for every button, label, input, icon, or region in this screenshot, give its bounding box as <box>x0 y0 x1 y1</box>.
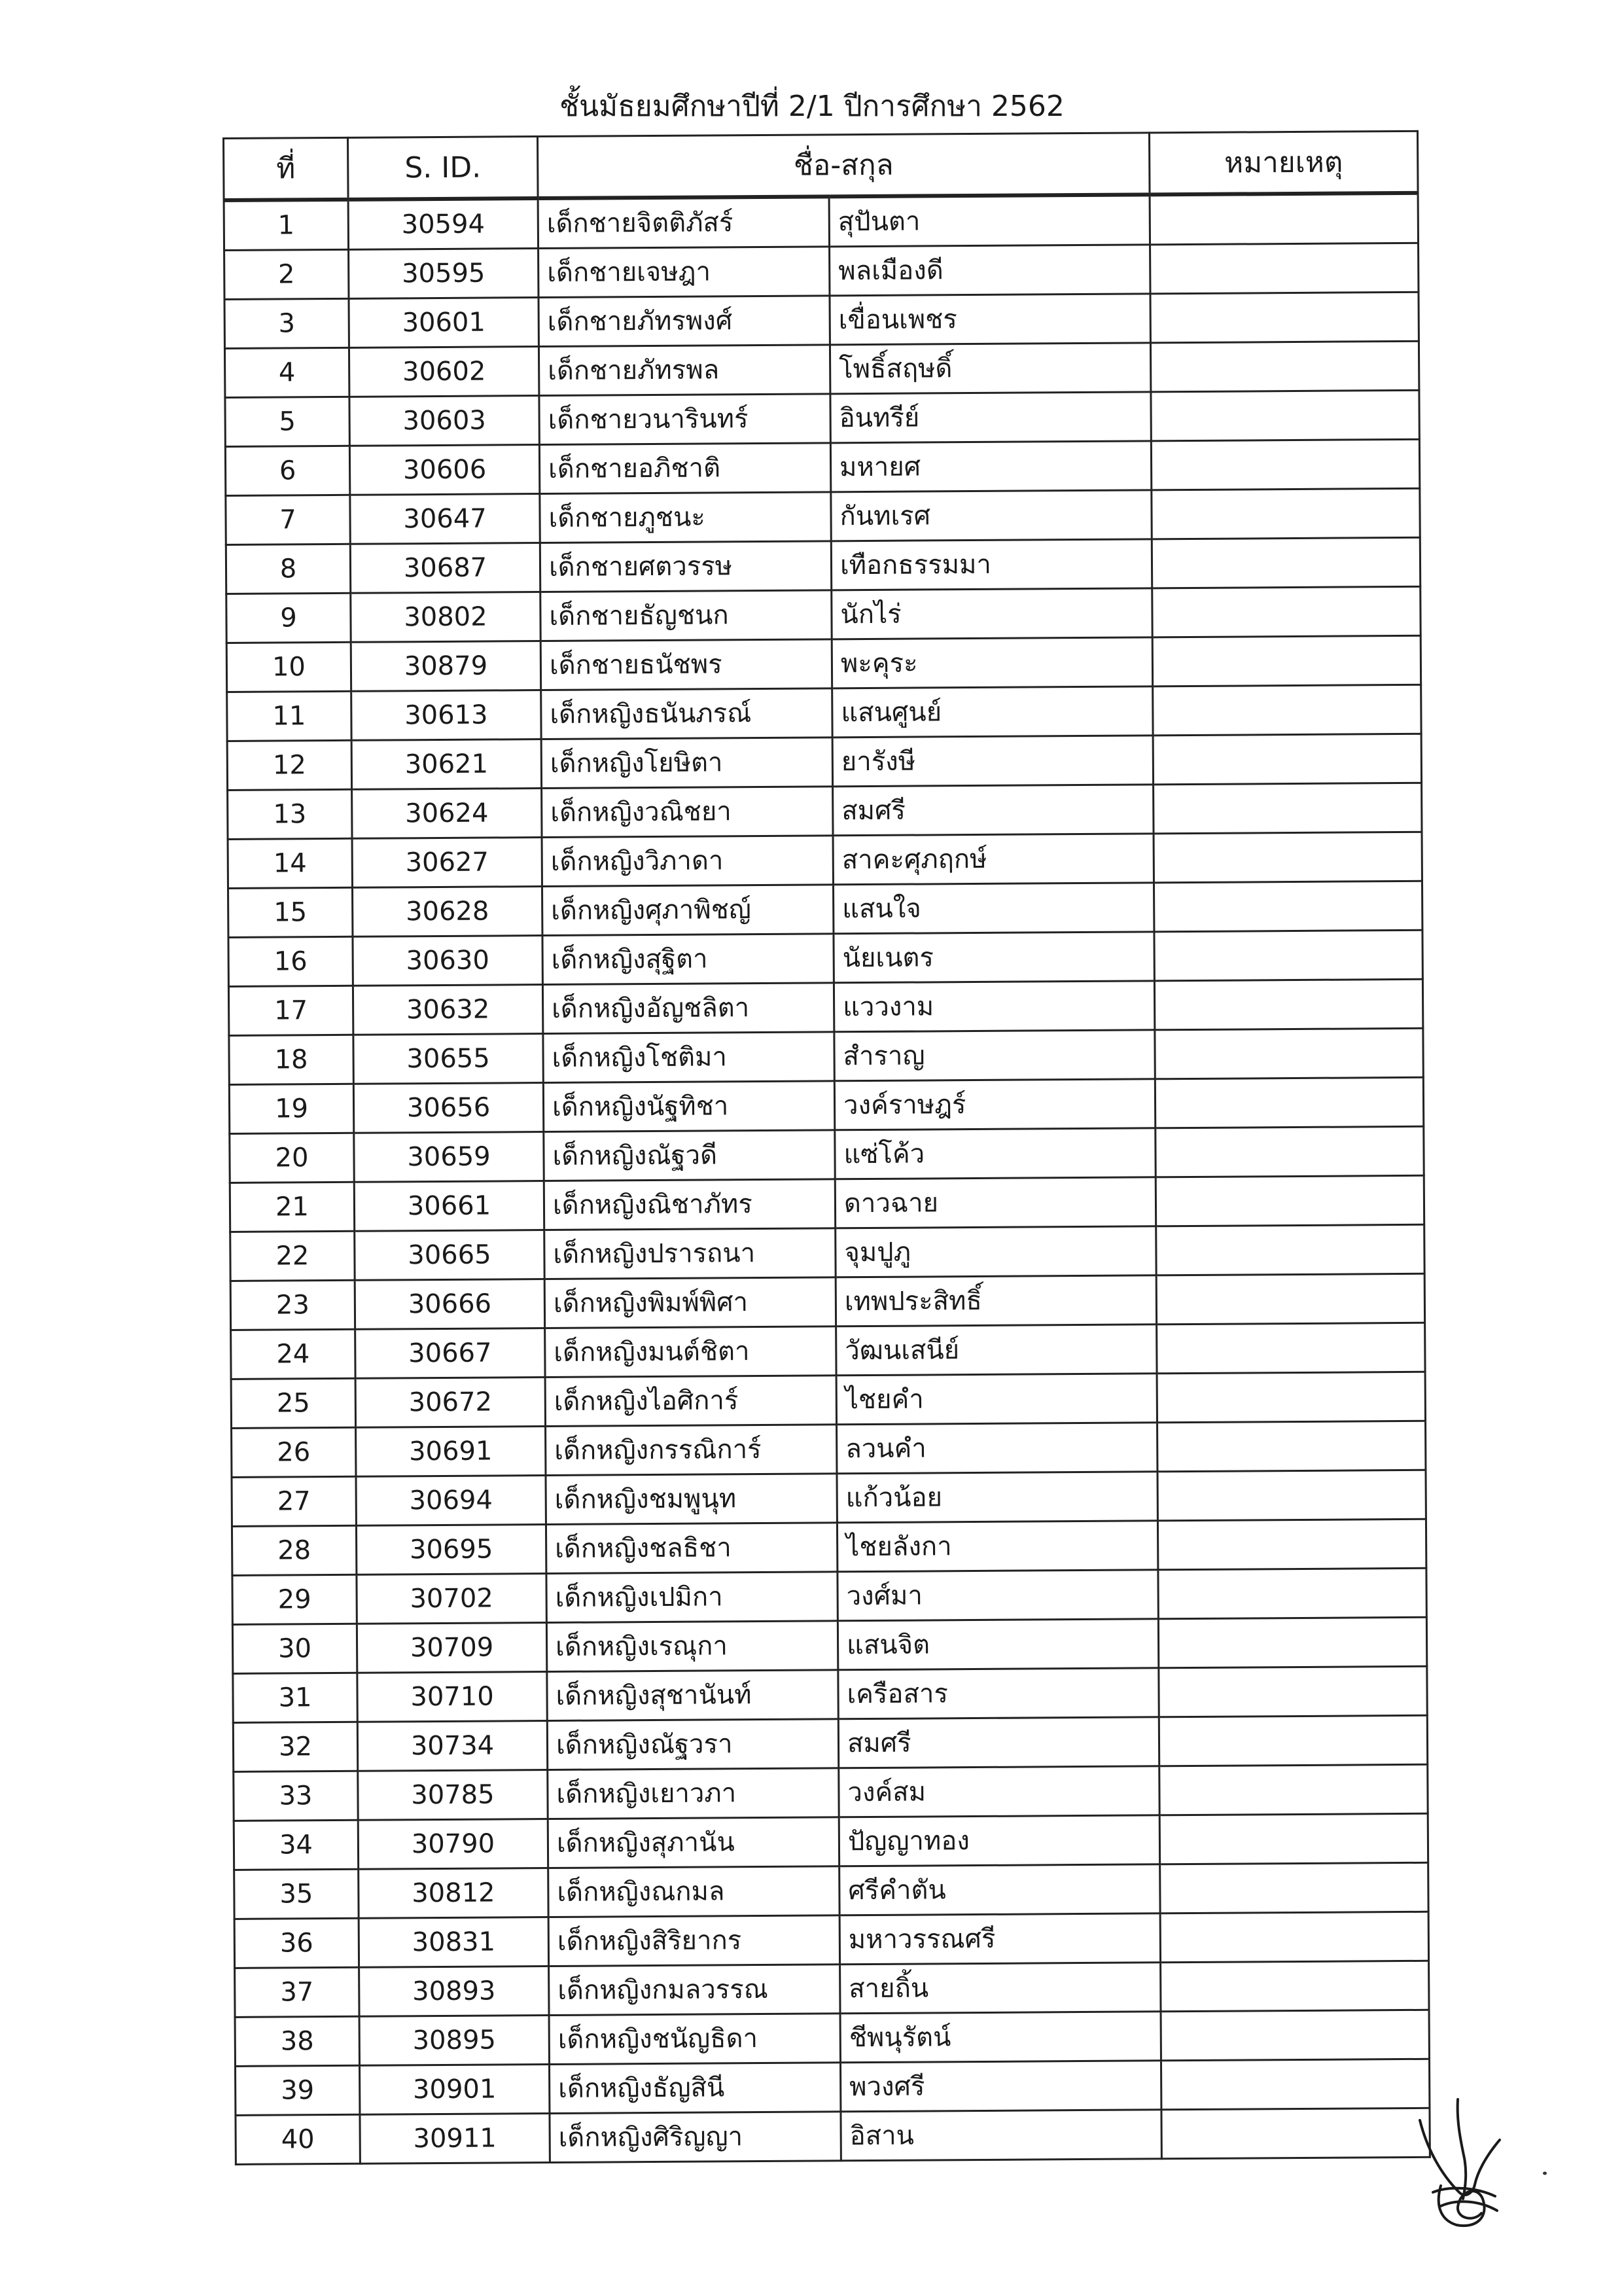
cell-no: 40 <box>236 2114 360 2164</box>
cell-remark <box>1154 832 1422 883</box>
cell-last-name: แก้วน้อย <box>837 1472 1157 1523</box>
cell-first-name: เด็กหญิงธนันภรณ์ <box>541 688 832 739</box>
table-row <box>230 1273 1424 1330</box>
cell-student-id: 30666 <box>355 1279 544 1330</box>
cell-no: 13 <box>228 789 352 839</box>
cell-last-name: สมศรี <box>833 785 1154 836</box>
cell-first-name: เด็กหญิงวิภาดา <box>542 836 833 887</box>
cell-last-name: แสนใจ <box>833 883 1154 934</box>
cell-first-name: เด็กหญิงศิริญญา <box>550 2112 841 2163</box>
cell-first-name: เด็กหญิงพิมพ์พิศา <box>544 1277 836 1328</box>
cell-first-name: เด็กหญิงสุภานัน <box>548 1817 839 1868</box>
cell-first-name: เด็กชายวนารินทร์ <box>539 394 830 445</box>
handwritten-signature <box>1413 2094 1511 2232</box>
cell-last-name: เขื่อนเพชร <box>830 294 1150 345</box>
cell-first-name: เด็กหญิงกมลวรรณ <box>549 1965 840 2016</box>
table-row <box>233 1666 1427 1722</box>
cell-student-id: 30710 <box>357 1672 547 1722</box>
table-row <box>231 1323 1425 1379</box>
table-body <box>224 193 1430 2165</box>
cell-last-name: อินทรีย์ <box>830 392 1151 443</box>
cell-remark <box>1154 979 1422 1030</box>
cell-last-name: พลเมืองดี <box>830 245 1150 296</box>
table-row <box>236 2059 1430 2115</box>
table-row <box>232 1470 1426 1526</box>
table-row <box>230 1175 1424 1232</box>
table-row <box>228 979 1422 1035</box>
cell-remark <box>1152 586 1421 637</box>
table-row <box>234 1813 1428 1870</box>
cell-last-name: นักไร่ <box>832 588 1152 639</box>
cell-first-name: เด็กชายภัทรพงศ์ <box>538 296 830 347</box>
cell-first-name: เด็กหญิงเยาวภา <box>548 1768 839 1819</box>
table-row <box>224 292 1419 348</box>
cell-no: 11 <box>227 691 351 741</box>
cell-student-id: 30632 <box>353 985 542 1035</box>
cell-last-name: พวงศรี <box>840 2061 1161 2112</box>
cell-last-name: ไชยลังกา <box>837 1521 1157 1572</box>
table-row <box>232 1568 1426 1624</box>
cell-first-name: เด็กชายธนัชพร <box>540 639 832 690</box>
cell-student-id: 30603 <box>349 396 539 446</box>
table-row <box>232 1617 1426 1673</box>
cell-student-id: 30734 <box>357 1721 547 1771</box>
cell-no: 8 <box>226 544 350 594</box>
table-row <box>233 1715 1427 1771</box>
cell-last-name: ปัญญาทอง <box>839 1815 1159 1866</box>
cell-remark <box>1157 1421 1426 1472</box>
cell-last-name: วงศ์มา <box>838 1570 1158 1621</box>
cell-first-name: เด็กหญิงสิริยากร <box>548 1915 839 1966</box>
cell-student-id: 30893 <box>359 1966 549 2017</box>
cell-last-name: แสนศูนย์ <box>832 686 1153 738</box>
cell-remark <box>1157 1519 1426 1570</box>
cell-no: 30 <box>232 1624 357 1673</box>
cell-no: 6 <box>225 446 349 495</box>
cell-student-id: 30691 <box>356 1427 546 1477</box>
cell-student-id: 30901 <box>360 2065 550 2115</box>
cell-remark <box>1161 2059 1429 2110</box>
cell-student-id: 30594 <box>348 198 538 249</box>
cell-remark <box>1153 685 1421 736</box>
cell-student-id: 30602 <box>349 347 538 397</box>
cell-last-name: วงค์สม <box>839 1766 1159 1817</box>
cell-student-id: 30812 <box>359 1868 548 1919</box>
cell-first-name: เด็กหญิงชลธิชา <box>546 1523 837 1574</box>
cell-last-name: สาคะศุภฤกษ์ <box>833 834 1154 885</box>
cell-last-name: แสนจิต <box>838 1619 1158 1670</box>
header-full-name: ชื่อ-สกุล <box>538 133 1150 198</box>
table-row <box>231 1372 1425 1428</box>
cell-first-name: เด็กหญิงเรณุกา <box>546 1621 838 1672</box>
cell-remark <box>1156 1126 1424 1177</box>
cell-student-id: 30606 <box>349 445 539 495</box>
cell-first-name: เด็กหญิงณิชาภัทร <box>544 1179 835 1230</box>
cell-remark <box>1156 1273 1424 1325</box>
cell-first-name: เด็กชายจิตติภัสร์ <box>538 196 829 248</box>
cell-student-id: 30630 <box>353 936 542 986</box>
cell-first-name: เด็กหญิงอัญชลิตา <box>542 983 834 1034</box>
cell-no: 38 <box>235 2016 359 2066</box>
cell-remark <box>1154 783 1422 834</box>
table-row <box>224 243 1419 299</box>
table-header-row <box>224 131 1419 200</box>
cell-no: 24 <box>231 1329 355 1379</box>
cell-last-name: มหายศ <box>830 441 1151 492</box>
table-row <box>229 1028 1423 1084</box>
cell-remark <box>1159 1813 1428 1864</box>
cell-remark <box>1150 341 1419 392</box>
cell-remark <box>1159 1715 1427 1766</box>
table-row <box>230 1224 1424 1281</box>
cell-first-name: เด็กชายภูชนะ <box>540 492 831 543</box>
cell-no: 25 <box>231 1378 355 1428</box>
table-row <box>234 1862 1428 1919</box>
cell-student-id: 30627 <box>352 838 542 888</box>
table-row <box>234 1912 1428 1968</box>
table-row <box>228 930 1422 986</box>
cell-remark <box>1159 1764 1428 1815</box>
table-row <box>229 1077 1423 1133</box>
cell-first-name: เด็กหญิงสุฐิตา <box>542 934 834 985</box>
cell-student-id: 30656 <box>353 1083 543 1133</box>
cell-last-name: แววงาม <box>834 981 1154 1032</box>
cell-student-id: 30831 <box>359 1917 548 1968</box>
header-no: ที่ <box>224 137 349 200</box>
cell-first-name: เด็กหญิงชนัญธิดา <box>549 2014 840 2065</box>
cell-last-name: สำราญ <box>834 1030 1155 1081</box>
table-row <box>236 2108 1430 2164</box>
cell-student-id: 30709 <box>357 1623 546 1673</box>
cell-first-name: เด็กชายศตวรรษ <box>540 541 831 592</box>
cell-remark <box>1154 930 1422 981</box>
table-row <box>230 1126 1424 1183</box>
table-row <box>228 783 1422 839</box>
cell-no: 29 <box>232 1574 357 1624</box>
cell-no: 22 <box>230 1231 355 1281</box>
cell-remark <box>1152 488 1420 539</box>
cell-student-id: 30595 <box>349 249 538 299</box>
table-row <box>228 832 1422 888</box>
cell-remark <box>1160 1912 1428 1963</box>
header-student-id: S. ID. <box>348 137 538 200</box>
cell-remark <box>1158 1568 1426 1619</box>
cell-first-name: เด็กหญิงกรรณิการ์ <box>546 1425 837 1476</box>
cell-last-name: พะคุระ <box>832 637 1152 688</box>
cell-last-name: ชีพนุรัตน์ <box>840 2012 1161 2063</box>
cell-no: 15 <box>228 887 353 937</box>
cell-first-name: เด็กหญิงมนต์ชิตา <box>545 1326 836 1378</box>
cell-first-name: เด็กหญิงโยษิตา <box>541 738 832 789</box>
cell-student-id: 30911 <box>360 2114 550 2164</box>
cell-no: 31 <box>233 1673 357 1722</box>
cell-first-name: เด็กหญิงณกมล <box>548 1866 839 1917</box>
cell-first-name: เด็กหญิงโชติมา <box>543 1032 834 1083</box>
cell-no: 10 <box>226 642 351 692</box>
cell-student-id: 30687 <box>350 543 540 594</box>
cell-no: 3 <box>224 298 349 348</box>
cell-no: 2 <box>224 249 349 299</box>
cell-student-id: 30624 <box>352 789 542 839</box>
cell-remark <box>1159 1666 1427 1717</box>
cell-first-name: เด็กหญิงสุชานันท์ <box>547 1670 838 1721</box>
cell-no: 19 <box>229 1084 353 1133</box>
cell-last-name: จุมปูภู <box>836 1226 1156 1277</box>
table-row <box>232 1421 1426 1477</box>
cell-no: 9 <box>226 593 351 643</box>
cell-student-id: 30785 <box>358 1770 548 1821</box>
cell-last-name: วงค์ราษฎร์ <box>834 1079 1155 1130</box>
cell-remark <box>1161 2108 1430 2159</box>
cell-first-name: เด็กหญิงณัฐวรา <box>547 1719 838 1770</box>
cell-student-id: 30702 <box>357 1574 546 1624</box>
cell-last-name: เครือสาร <box>838 1668 1159 1719</box>
cell-student-id: 30895 <box>359 2016 549 2066</box>
cell-last-name: สายถิ้น <box>840 1963 1161 2014</box>
cell-first-name: เด็กชายอภิชาติ <box>539 443 830 494</box>
cell-no: 1 <box>224 200 348 251</box>
table-row <box>226 537 1420 594</box>
cell-no: 18 <box>229 1035 353 1084</box>
cell-no: 5 <box>225 397 349 446</box>
table-row <box>225 390 1419 446</box>
cell-student-id: 30667 <box>355 1328 545 1379</box>
cell-student-id: 30621 <box>351 739 541 790</box>
cell-remark <box>1150 243 1419 294</box>
cell-remark <box>1161 1961 1429 2012</box>
cell-remark <box>1157 1323 1425 1374</box>
cell-student-id: 30695 <box>356 1525 546 1575</box>
table-row <box>234 1764 1428 1821</box>
cell-no: 27 <box>232 1476 356 1526</box>
cell-remark <box>1158 1617 1426 1668</box>
cell-student-id: 30659 <box>354 1132 544 1183</box>
cell-remark <box>1155 1077 1423 1128</box>
cell-no: 26 <box>232 1427 356 1477</box>
cell-no: 23 <box>230 1280 355 1330</box>
cell-no: 39 <box>236 2065 360 2115</box>
cell-no: 7 <box>226 495 350 544</box>
cell-remark <box>1153 734 1421 785</box>
cell-student-id: 30802 <box>351 592 540 643</box>
cell-student-id: 30655 <box>353 1034 543 1084</box>
table-row <box>227 685 1421 741</box>
cell-remark <box>1157 1470 1426 1521</box>
cell-last-name: ยารังษี <box>832 736 1153 787</box>
cell-first-name: เด็กหญิงไอศิการ์ <box>545 1376 836 1427</box>
cell-no: 36 <box>234 1918 359 1968</box>
cell-last-name: ลวนคำ <box>837 1423 1157 1474</box>
cell-remark <box>1150 193 1418 245</box>
cell-last-name: วัฒนเสนีย์ <box>836 1325 1157 1376</box>
cell-last-name: มหาวรรณศรี <box>839 1913 1160 1965</box>
cell-first-name: เด็กชายเจษฎา <box>538 247 830 298</box>
cell-no: 14 <box>228 838 352 888</box>
cell-first-name: เด็กชายธัญชนก <box>540 590 832 641</box>
cell-first-name: เด็กหญิงปรารถนา <box>544 1228 836 1279</box>
cell-first-name: เด็กหญิงธัญสินี <box>549 2063 840 2114</box>
cell-student-id: 30665 <box>355 1230 544 1281</box>
table-row <box>226 635 1421 692</box>
cell-last-name: แซ่โค้ว <box>835 1128 1156 1179</box>
cell-remark <box>1150 292 1419 343</box>
cell-remark <box>1151 439 1419 490</box>
cell-last-name: สุปันตา <box>829 194 1150 246</box>
cell-first-name: เด็กชายภัทรพล <box>538 345 830 396</box>
cell-remark <box>1161 2010 1429 2061</box>
cell-last-name: ศรีคำตัน <box>839 1864 1160 1915</box>
cell-last-name: เทพประสิทธิ์ <box>836 1275 1156 1326</box>
cell-last-name: สมศรี <box>838 1717 1159 1768</box>
cell-last-name: เทือกธรรมมา <box>831 539 1152 590</box>
table-row <box>227 734 1421 790</box>
cell-last-name: กันทเรศ <box>831 490 1152 541</box>
cell-last-name: ไชยคำ <box>836 1374 1157 1425</box>
cell-remark <box>1151 390 1419 441</box>
cell-student-id: 30601 <box>349 298 538 348</box>
cell-remark <box>1152 635 1421 686</box>
table-row <box>224 341 1419 397</box>
cell-no: 37 <box>235 1967 359 2017</box>
cell-no: 33 <box>234 1771 358 1821</box>
cell-remark <box>1155 1028 1423 1079</box>
cell-remark <box>1157 1372 1425 1423</box>
cell-no: 34 <box>234 1820 358 1870</box>
table-row <box>235 1961 1429 2017</box>
cell-no: 21 <box>230 1182 354 1232</box>
document-title: ชั้นมัธยมศึกษาปีที่ 2/1 ปีการศึกษา 2562 <box>559 90 1065 123</box>
cell-student-id: 30672 <box>355 1378 545 1428</box>
cell-student-id: 30628 <box>353 887 542 937</box>
table-row <box>226 488 1420 544</box>
header-remark: หมายเหตุ <box>1149 131 1418 194</box>
table-row <box>232 1519 1426 1575</box>
cell-student-id: 30790 <box>358 1819 548 1870</box>
cell-remark <box>1160 1862 1428 1913</box>
cell-last-name: อิสาน <box>841 2110 1161 2161</box>
cell-last-name: ดาวฉาย <box>835 1177 1156 1228</box>
cell-remark <box>1154 881 1422 932</box>
cell-student-id: 30879 <box>351 641 540 692</box>
table-row <box>228 881 1422 937</box>
scan-speck <box>1542 2166 1548 2171</box>
cell-no: 4 <box>224 347 349 397</box>
cell-first-name: เด็กหญิงศุภาพิชญ์ <box>542 885 834 936</box>
cell-remark <box>1156 1175 1424 1226</box>
cell-student-id: 30661 <box>354 1181 544 1232</box>
table-row <box>225 439 1419 495</box>
cell-no: 28 <box>232 1525 356 1575</box>
table-row <box>235 2010 1429 2066</box>
table-row <box>226 586 1421 643</box>
cell-student-id: 30613 <box>351 690 541 741</box>
cell-no: 12 <box>227 740 351 790</box>
cell-no: 17 <box>228 986 353 1035</box>
cell-first-name: เด็กหญิงนัฐทิชา <box>543 1081 834 1132</box>
table-row <box>224 193 1418 251</box>
student-roster-table <box>222 130 1431 2165</box>
cell-first-name: เด็กหญิงเปมิกา <box>546 1572 838 1623</box>
cell-student-id: 30647 <box>350 494 540 544</box>
cell-first-name: เด็กหญิงณัฐวดี <box>544 1130 835 1181</box>
cell-no: 32 <box>233 1722 357 1771</box>
cell-first-name: เด็กหญิงวณิชยา <box>542 787 833 838</box>
cell-remark <box>1156 1224 1424 1275</box>
cell-student-id: 30694 <box>356 1476 546 1526</box>
cell-no: 16 <box>228 936 353 986</box>
cell-first-name: เด็กหญิงชมพูนุท <box>546 1474 837 1525</box>
cell-last-name: โพธิ์สฤษดิ์ <box>830 343 1150 394</box>
cell-remark <box>1152 537 1420 588</box>
cell-no: 35 <box>234 1869 359 1919</box>
cell-last-name: นัยเนตร <box>834 932 1154 983</box>
cell-no: 20 <box>230 1133 354 1183</box>
